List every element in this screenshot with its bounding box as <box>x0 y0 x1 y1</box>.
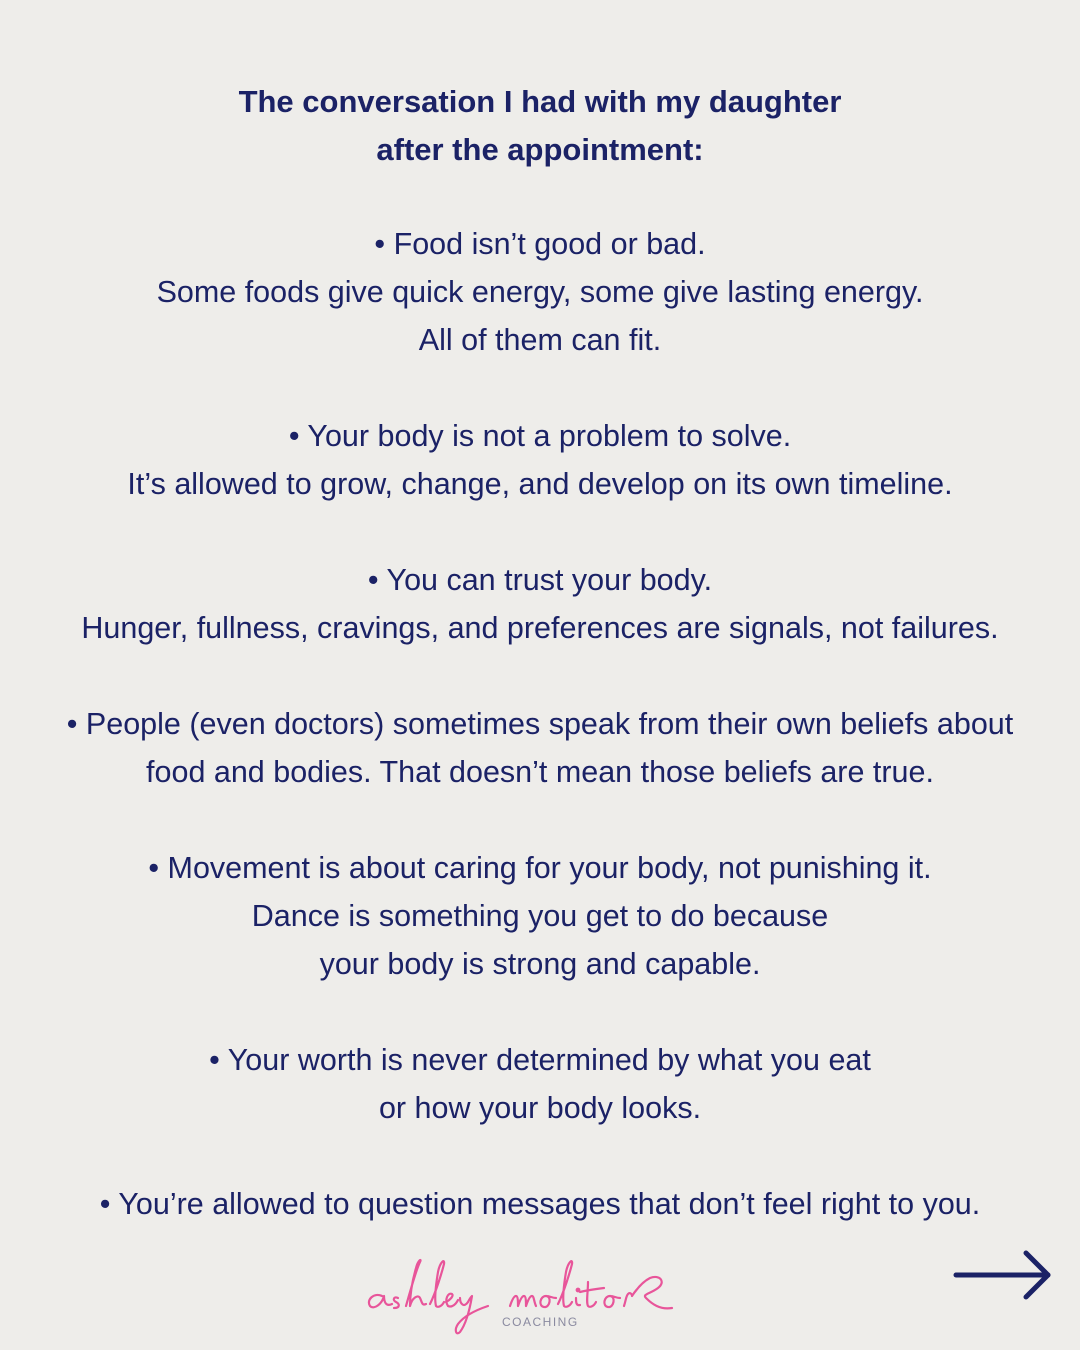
title-line-1: The conversation I had with my daughter <box>238 84 842 119</box>
point-movement <box>0 844 1080 988</box>
point-line: • You’re allowed to question messages that don’t feel right to you. <box>99 1187 981 1221</box>
point-line: • You can trust your body. <box>367 563 713 597</box>
point-question <box>0 1180 1080 1228</box>
point-worth <box>0 1036 1080 1132</box>
point-line: Some foods give quick energy, some give lasting energy. <box>156 275 924 309</box>
point-line: • Movement is about caring for your body, not punishing it. <box>148 851 932 885</box>
point-line: Hunger, fullness, cravings, and preferences are signals, not failures. <box>81 611 999 645</box>
point-line: It’s allowed to grow, change, and develop on its own timeline. <box>127 467 953 501</box>
title-line-2: after the appointment: <box>376 132 704 167</box>
points-list <box>0 220 1080 1276</box>
arrow-right-icon[interactable] <box>950 1248 1060 1304</box>
point-line: food and bodies. That doesn’t mean those beliefs are true. <box>146 755 934 789</box>
point-food <box>0 220 1080 364</box>
logo-subtitle: COACHING <box>502 1315 579 1329</box>
point-line: • People (even doctors) sometimes speak from their own beliefs about <box>66 707 1014 741</box>
point-line: or how your body looks. <box>378 1091 702 1125</box>
point-trust <box>0 556 1080 652</box>
point-line: • Food isn’t good or bad. <box>374 227 706 261</box>
point-beliefs <box>0 700 1080 796</box>
point-line: All of them can fit. <box>418 323 662 357</box>
page-title <box>0 78 1080 174</box>
point-line: Dance is something you get to do because <box>251 899 829 933</box>
point-line: • Your worth is never determined by what you eat <box>209 1043 871 1077</box>
point-line: your body is strong and capable. <box>319 947 761 981</box>
brand-logo <box>360 1252 720 1348</box>
point-body <box>0 412 1080 508</box>
point-line: • Your body is not a problem to solve. <box>288 419 792 453</box>
